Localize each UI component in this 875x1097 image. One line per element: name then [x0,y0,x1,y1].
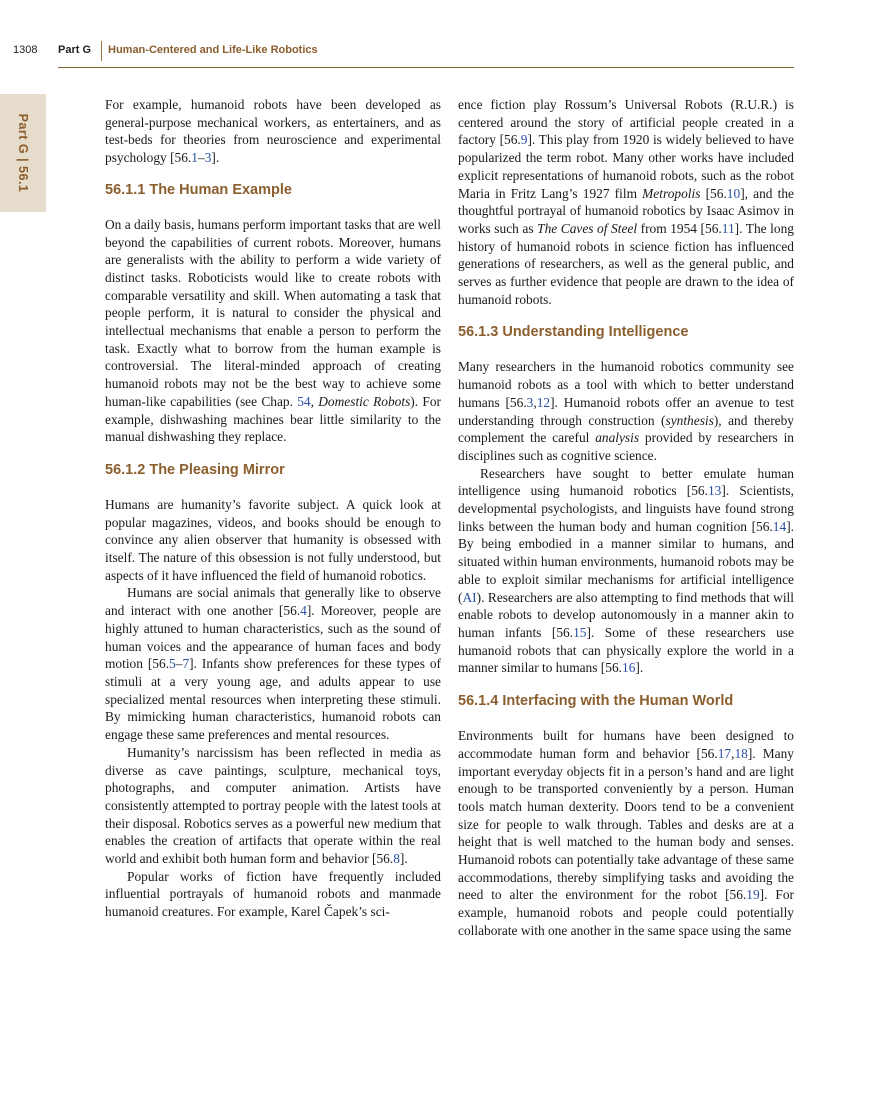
paragraph: Many researchers in the humanoid robotics community see humanoid robots as a tool with which to better understand humans [56.3,12]. Humanoid robots offer an avenue to test understanding through construction (synthesis), and thereby complement the careful analysis provided by researchers in disciplines such as cognitive science. [458,359,795,463]
section-heading: 56.1.2 The Pleasing Mirror [105,461,285,478]
citation-link[interactable]: 3 [204,150,212,166]
page-number: 1308 [13,44,38,56]
citation-link[interactable]: 13 [707,483,722,499]
citation-link[interactable]: 10 [726,185,741,201]
section-heading: 56.1.3 Understanding Intelligence [458,324,689,341]
glossary-link-ai[interactable]: AI [462,589,477,605]
citation-link[interactable]: 3 [526,394,534,410]
paragraph: Humans are social animals that generally like to observe and interact with one another [56.4]. Moreover, people are highly attuned to human characteristics, such as the sound of human voices and the appearance of human faces and body motion [56.5–7]. Infants show preferences for these types of stimuli at a very young age, and adults appear to use specialized mental resources when interpreting these stimuli. By mimicking human characteristics, humanoid robots can engage these same preferences and mental resources. [105,585,441,743]
section-heading: 56.1.4 Interfacing with the Human World [458,693,734,710]
citation-link[interactable]: 18 [734,745,748,761]
chapter-link[interactable]: 54 [297,393,311,409]
citation-link[interactable]: 19 [746,887,760,903]
paragraph: ence fiction play Rossum’s Universal Robots (R.U.R.) is centered around the story of artificial people created in a factory [56.9]. This play from 1920 is widely believed to have popularized the term robot. Many other works have included explicit representations of humanoid robots, such as the robot Maria in Fritz Lang’s 1927 film Metropolis [56.10], and the thoughtful portrayal of humanoid robotics by Isaac Asimov in works such as The Caves of Steel from 1954 [56.11]. The long history of humanoid robots in science fiction has influenced generations of researchers, as well as the general public, and serves as further evidence that people are drawn to the idea of humanoid robots. [458,97,794,307]
header-separator [101,41,102,61]
left-column [105,96,441,921]
paragraph: Humanity’s narcissism has been reflected in media as diverse as cave paintings, sculpture, mechanical toys, photographs, and computer animation. Artists have consistently attempted to portray people with the latest tools at their disposal. Robotics serves as a powerful new medium that enables the creation of artifacts that operate within the real world and exhibit both human form and behavior [56.8]. [105,744,441,867]
paragraph: On a daily basis, humans perform important tasks that are well beyond the capabilities of current robots. Moreover, humans are generalists with the ability to perform a wide variety of distinct tasks. Roboticists would like to create robots with comparable versatility and skill. When automating a task that people perform, it is natural to consider the physical and intellectual mechanisms that enable a person to perform the task. Exactly what to borrow from the human example is controversial. The literal-minded approach of creating humanoid robots may not be the best way to achieve some human-like capabilities (see Chap. 54, Domestic Robots). For example, dishwashing machines bear little similarity to the manual dishwashing they replace. [105,216,441,445]
citation-link[interactable]: 5 [169,656,176,672]
header-rule [58,67,794,68]
right-column [458,96,794,940]
citation-link[interactable]: 4 [300,603,307,619]
running-head-part: Part G [58,44,92,56]
side-tab-label: Part G | 56.1 [16,113,30,193]
citation-link[interactable]: 9 [520,132,528,148]
paragraph: Environments built for humans have been designed to accommodate human form and behavior [56.17,18]. Many important everyday objects fit in a person’s hand and are light enough to be transported conveniently by a person. Human tools match human dexterity. Doors tend to be a convenient size for people to walk through. Tables and desks are at a height that is well matched to the human body and senses. Humanoid robots can potentially take advantage of these same accommodations, thereby simplifying tasks and avoiding the need to alter the environment for the robot [56.19]. For example, humanoid robots and people could potentially collaborate with one another in the same space using the same [458,728,794,938]
paragraph: For example, humanoid robots have been developed as general-purpose mechanical workers, as entertainers, and as test-beds for theories from neuroscience and experimental psychology [56.1–3]. [105,97,441,166]
citation-link[interactable]: 8 [393,851,400,867]
citation-link[interactable]: 7 [182,656,190,672]
paragraph: Researchers have sought to better emulate human intelligence using humanoid robotics [56.13]. Scientists, developmental psychologists, and linguists have found strong links between the human body and human cognition [56.14]. By being embodied in a manner similar to humans, and situated within human environments, humanoid robots may be able to exploit similar mechanisms for artificial intelligence (AI). Researchers are also attempting to find methods that will enable robots to develop autonomously in a manner akin to human infants [56.15]. Some of these researchers use humanoid robots that can physically explore the world in a manner similar to humans [56.16]. [458,465,794,676]
citation-link[interactable]: 17 [717,745,732,761]
citation-link[interactable]: 15 [573,624,587,640]
section-heading: 56.1.1 The Human Example [105,181,292,198]
paragraph: Humans are humanity’s favorite subject. A quick look at popular magazines, videos, and books should be enough to convince any alien observer that humanity is obsessed with itself. The nature of this obsession is not fully understood, but aspects of it have influenced the field of humanoid robotics. [105,496,441,583]
paragraph: Popular works of fiction have frequently included influential portrayals of humanoid robots and manmade humanoid creatures. For example, Karel Čapek’s sci- [105,868,441,920]
citation-link[interactable]: 14 [772,518,787,534]
citation-link[interactable]: 11 [721,220,735,236]
citation-link[interactable]: 12 [536,394,551,410]
running-head-title: Human-Centered and Life-Like Robotics [108,44,318,56]
citation-link[interactable]: 16 [622,660,636,676]
citation-link[interactable]: 1 [191,150,198,166]
